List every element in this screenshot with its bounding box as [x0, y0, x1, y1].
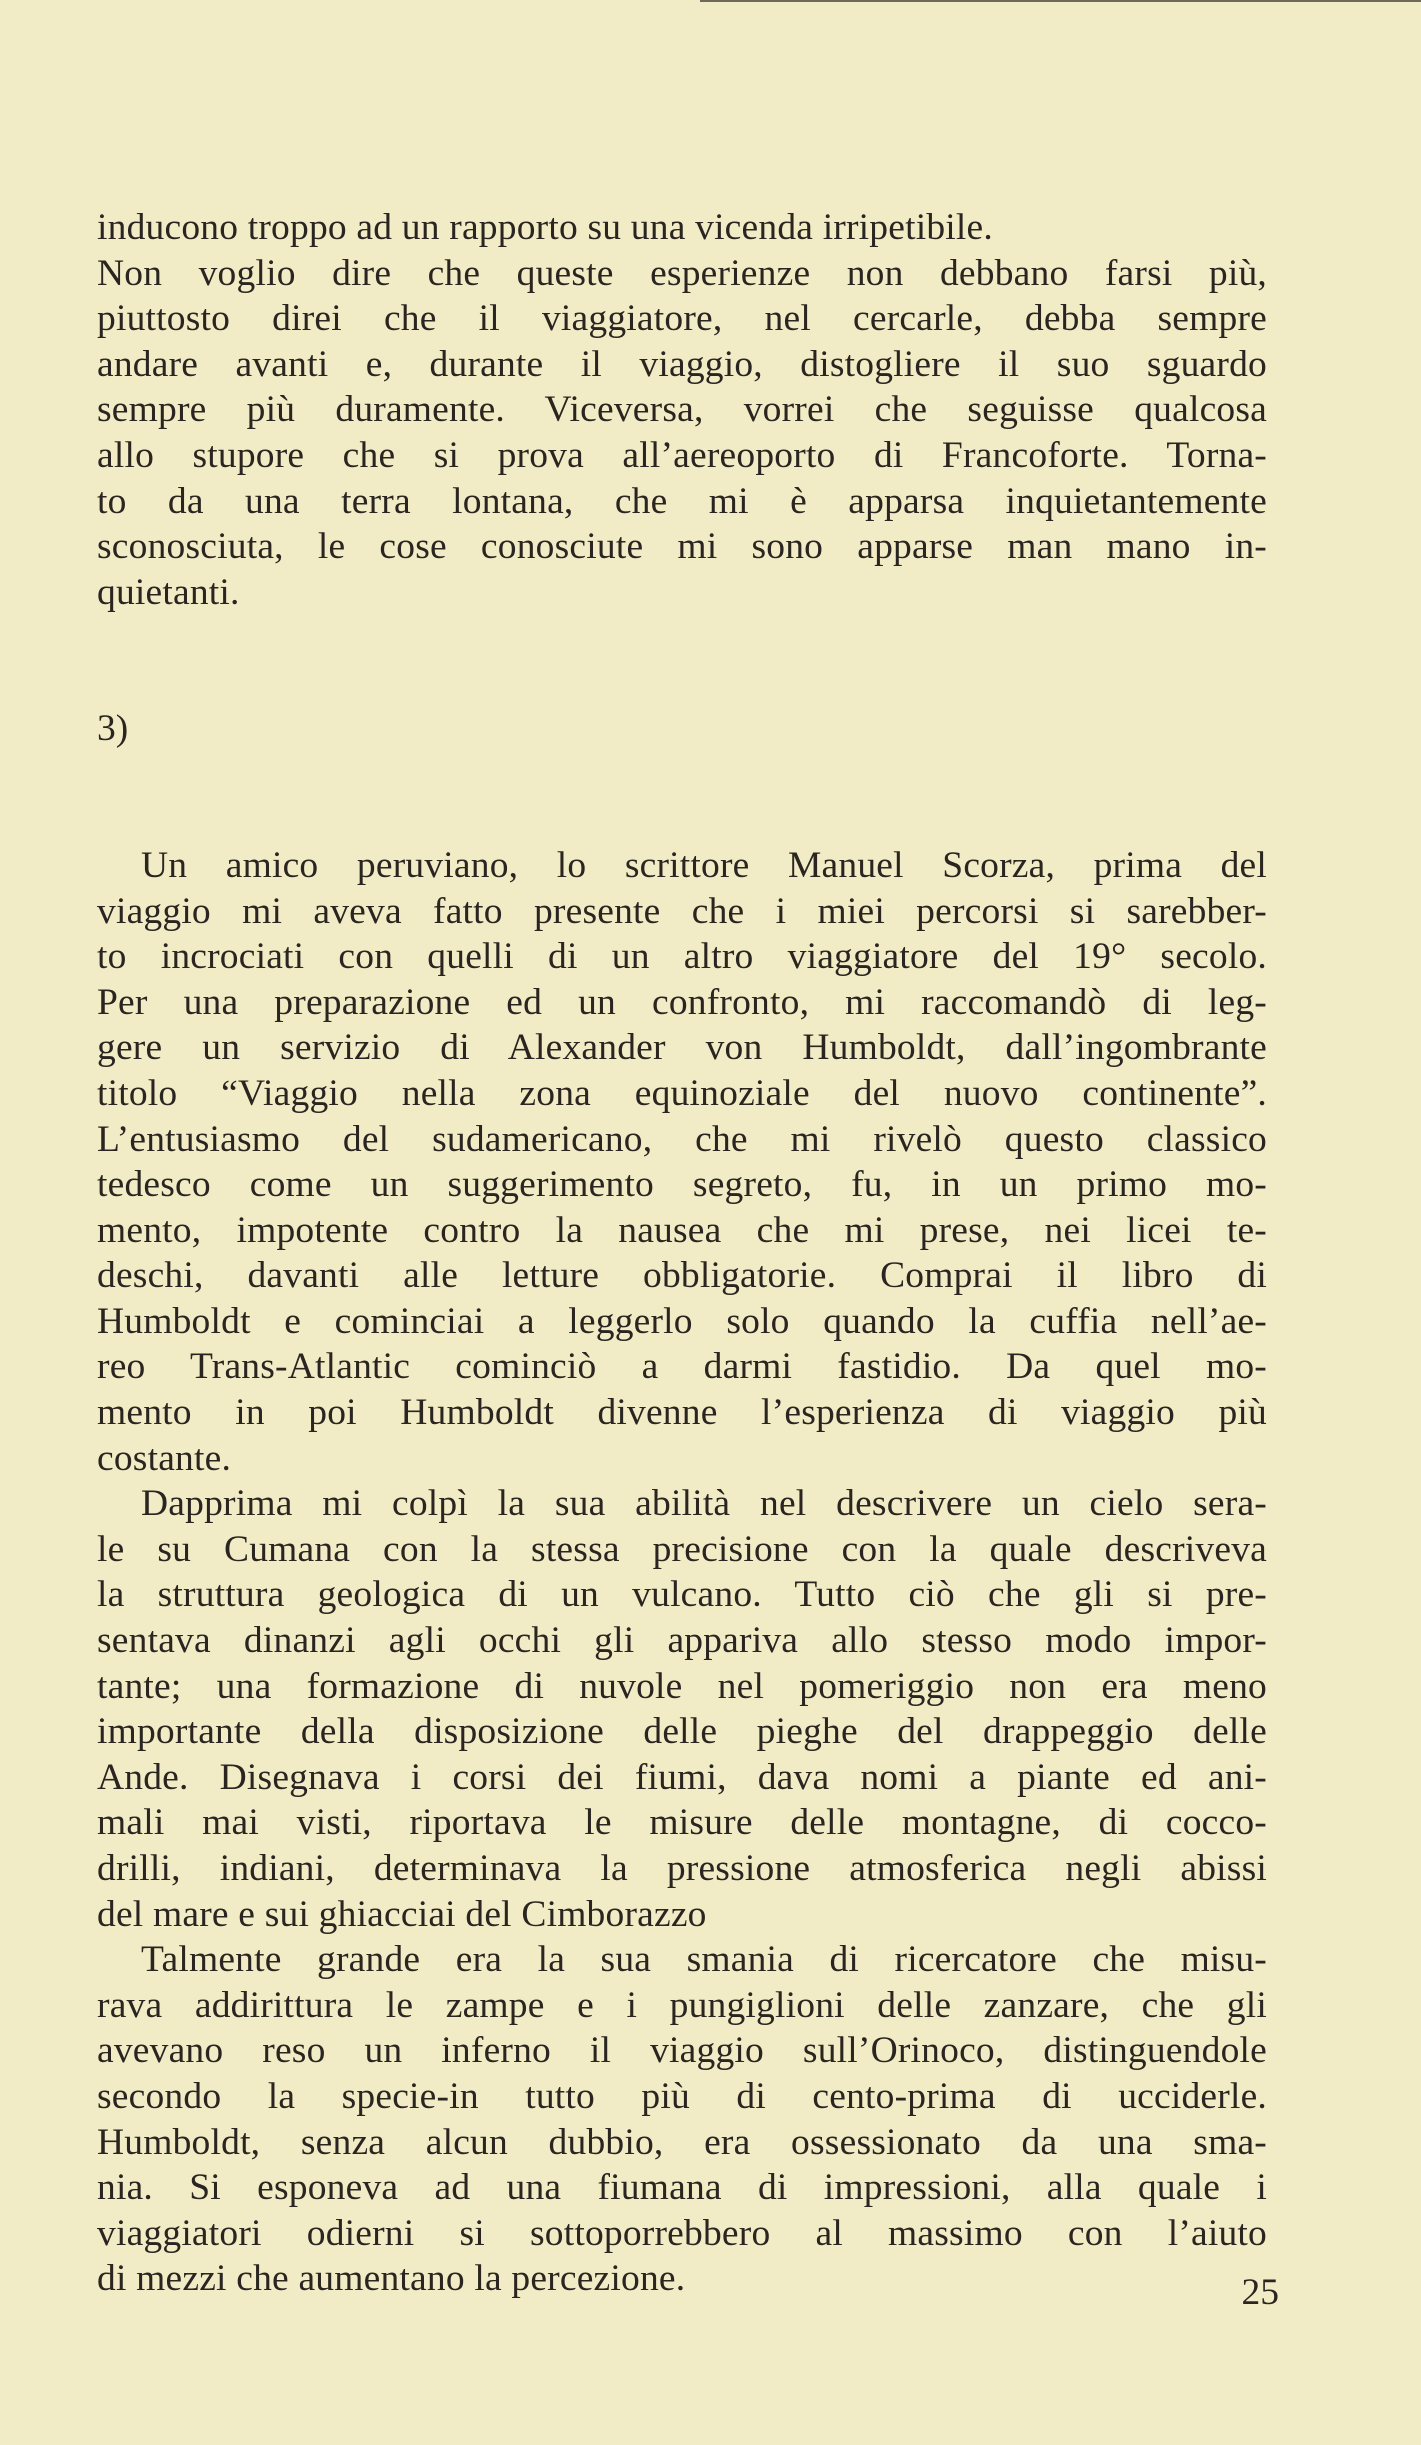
text-line: Dapprima mi colpì la sua abilità nel descrivere un cielo sera-: [141, 1483, 1267, 1525]
text-line: andare avanti e, durante il viaggio, distogliere il suo sguardo: [97, 343, 1267, 385]
text-line: Humboldt e cominciai a leggerlo solo quando la cuffia nell’ae-: [97, 1300, 1267, 1342]
text-line: sconosciuta, le cose conosciute mi sono apparse man mano in-: [97, 526, 1267, 568]
text-line: Talmente grande era la sua smania di ricercatore che misu-: [141, 1939, 1267, 1981]
text-line: viaggiatori odierni si sottoporrebbero al massimo con l’aiuto: [97, 2212, 1267, 2254]
text-line: to da una terra lontana, che mi è apparsa inquietantemente: [97, 480, 1267, 522]
text-line: tante; una formazione di nuvole nel pomeriggio non era meno: [97, 1665, 1267, 1707]
intro-paragraph: [97, 205, 1267, 615]
text-line: L’entusiasmo del sudamericano, che mi rivelò questo classico: [97, 1118, 1267, 1160]
text-line: piuttosto direi che il viaggiatore, nel cercarle, debba sempre: [97, 298, 1267, 340]
text-line: le su Cumana con la stessa precisione con la quale descriveva: [97, 1528, 1267, 1570]
text-line: del mare e sui ghiacciai del Cimborazzo: [97, 1893, 707, 1935]
paragraph-1: [97, 843, 1267, 1481]
text-line: secondo la specie-in tutto più di cento-prima di ucciderle.: [97, 2075, 1267, 2117]
text-line: mento in poi Humboldt divenne l’esperienza di viaggio più: [97, 1392, 1267, 1434]
text-line: sentava dinanzi agli occhi gli appariva allo stesso modo impor-: [97, 1620, 1267, 1662]
text-line: mento, impotente contro la nausea che mi prese, nei licei te-: [97, 1209, 1267, 1251]
text-line: di mezzi che aumentano la percezione.: [97, 2258, 686, 2300]
text-line: reo Trans-Atlantic cominciò a darmi fastidio. Da quel mo-: [97, 1346, 1267, 1388]
text-line: Per una preparazione ed un confronto, mi raccomandò di leg-: [97, 981, 1267, 1023]
page-number: 25: [1241, 2272, 1279, 2313]
text-line: Ande. Disegnava i corsi dei fiumi, dava nomi a piante ed ani-: [97, 1756, 1267, 1798]
text-line: la struttura geologica di un vulcano. Tutto ciò che gli si pre-: [97, 1574, 1267, 1616]
text-line: viaggio mi aveva fatto presente che i miei percorsi si sarebber-: [97, 890, 1267, 932]
text-line: avevano reso un inferno il viaggio sull’Orinoco, distinguendole: [97, 2030, 1267, 2072]
text-line: Un amico peruviano, lo scrittore Manuel Scorza, prima del: [141, 844, 1267, 886]
text-line: gere un servizio di Alexander von Humboldt, dall’ingombrante: [97, 1027, 1267, 1069]
text-line: Humboldt, senza alcun dubbio, era ossessionato da una sma-: [97, 2121, 1267, 2163]
text-line: drilli, indiani, determinava la pressione atmosferica negli abissi: [97, 1848, 1267, 1889]
text-line: Non voglio dire che queste esperienze non debbano farsi più,: [97, 252, 1267, 294]
page-body: [97, 205, 1267, 2302]
text-line: inducono troppo ad un rapporto su una vicenda irripetibile.: [97, 207, 993, 248]
text-line: deschi, davanti alle letture obbligatorie. Comprai il libro di: [97, 1255, 1267, 1297]
paragraph-2: [97, 1481, 1267, 1937]
text-line: nia. Si esponeva ad una fiumana di impressioni, alla quale i: [97, 2167, 1267, 2209]
text-line: to incrociati con quelli di un altro viaggiatore del 19° secolo.: [97, 936, 1267, 978]
text-line: rava addirittura le zampe e i pungiglioni delle zanzare, che gli: [97, 1984, 1267, 2026]
text-line: titolo “Viaggio nella zona equinoziale del nuovo continente”.: [97, 1072, 1267, 1114]
paragraph-3: [97, 1937, 1267, 2302]
text-line: tedesco come un suggerimento segreto, fu, in un primo mo-: [97, 1164, 1267, 1206]
section-number: 3): [97, 708, 129, 750]
text-line: sempre più duramente. Viceversa, vorrei che seguisse qualcosa: [97, 389, 1267, 431]
text-line: mali mai visti, riportava le misure delle montagne, di cocco-: [97, 1802, 1267, 1844]
text-line: quietanti.: [97, 571, 240, 613]
text-line: costante.: [97, 1437, 232, 1479]
text-line: importante della disposizione delle pieghe del drappeggio delle: [97, 1711, 1267, 1753]
top-edge-rule: [700, 0, 1421, 2]
text-line: allo stupore che si prova all’aereoporto di Francoforte. Torna-: [97, 434, 1267, 476]
